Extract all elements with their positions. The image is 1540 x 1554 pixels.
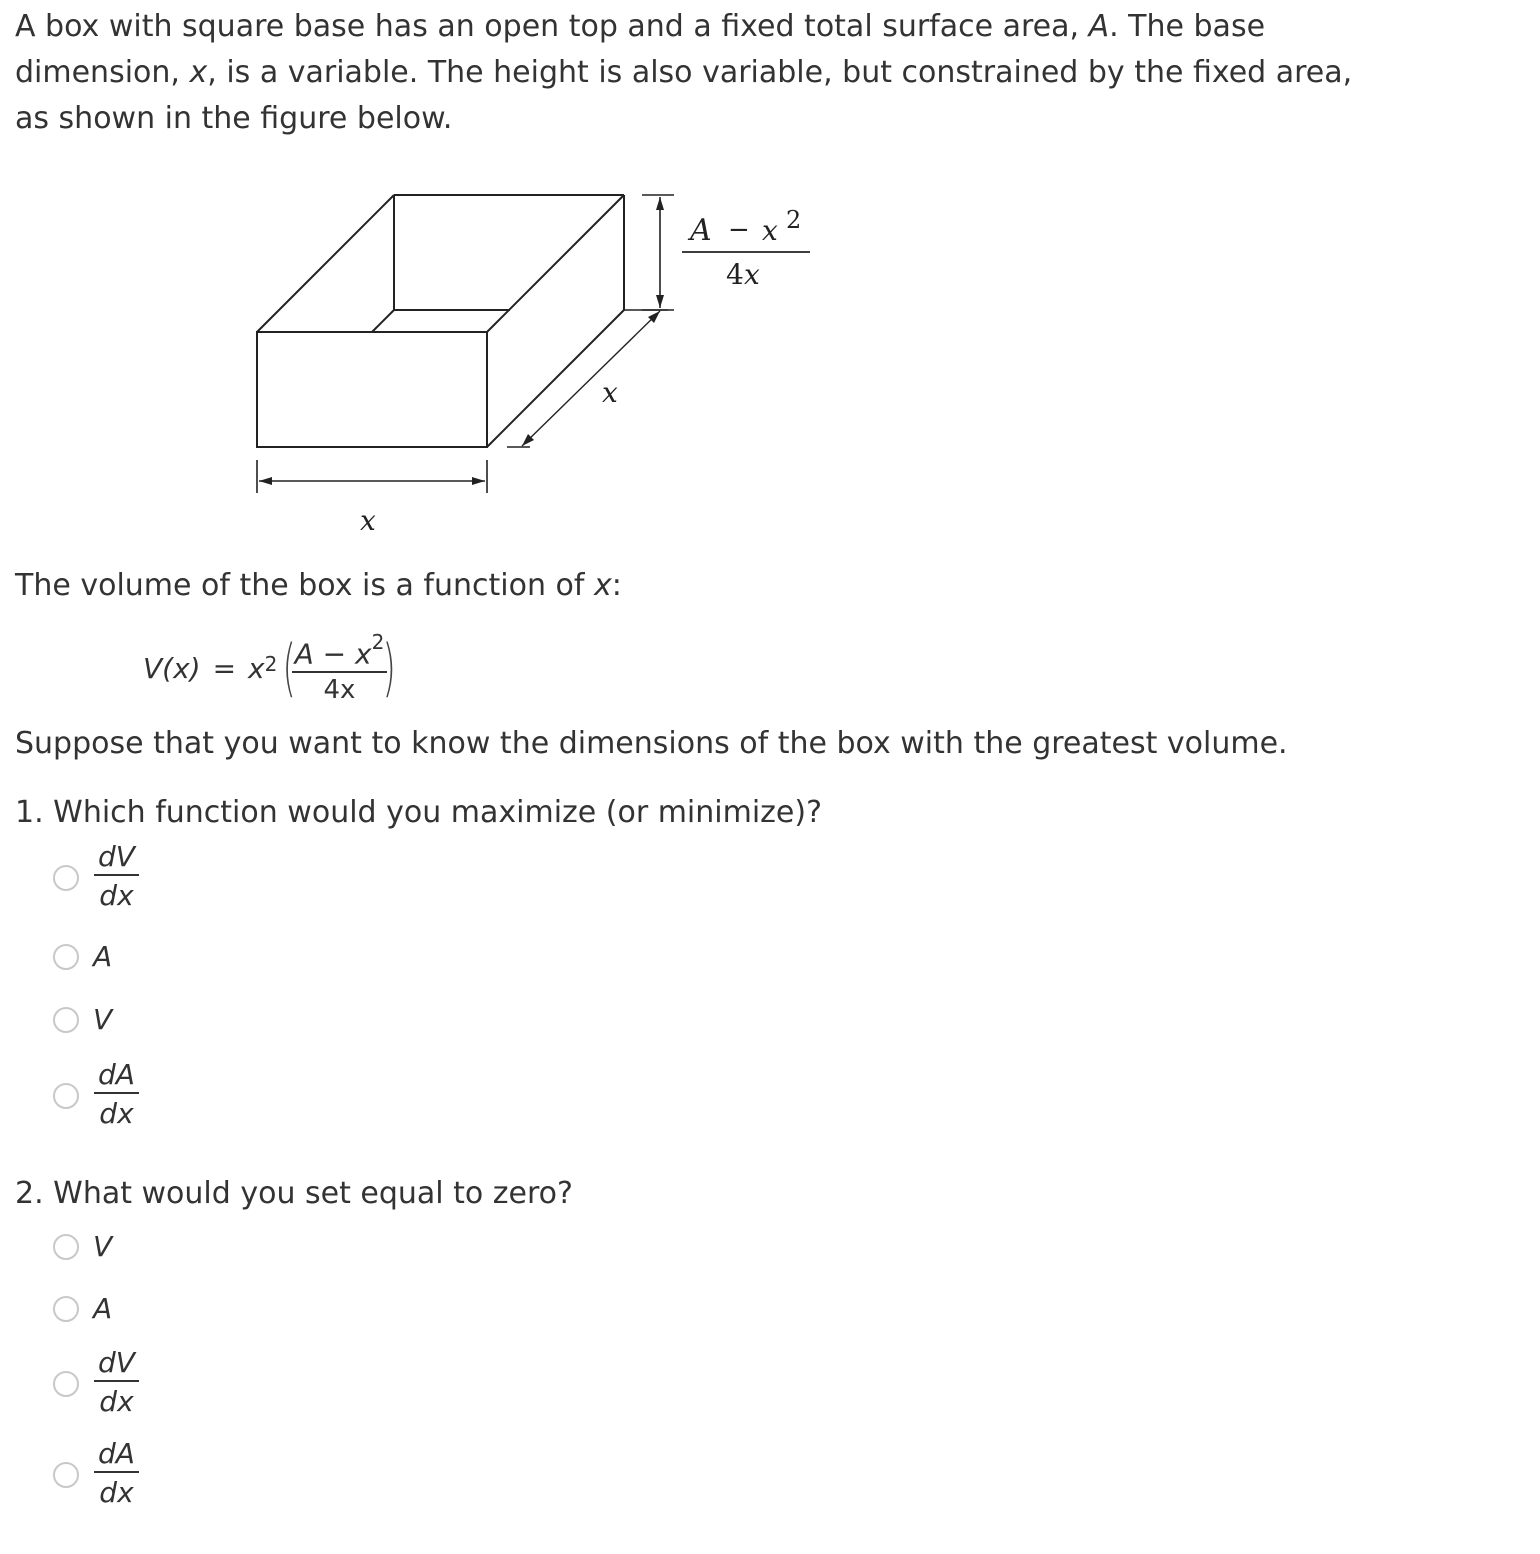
height-label-minus: − [728,215,750,245]
box-top-left-diagonal [257,195,394,332]
suppose-sentence: Suppose that you want to know the dimensions of the box with the greatest volume. [15,726,1288,761]
q2-option-v[interactable] [53,1230,112,1263]
intro-var-x: x [189,55,208,90]
q2-option-dv-dx[interactable] [53,1346,139,1422]
question-2-title: 2. What would you set equal to zero? [15,1176,573,1211]
depth-label-x: x [602,376,618,409]
volume-var-x: x [593,568,612,603]
height-label-exp: 2 [786,206,802,234]
q1-option-4-fraction [94,1058,139,1134]
q2-option-da-dx[interactable] [53,1437,139,1513]
depth-dimension [507,310,668,447]
q1-radio-4[interactable] [53,1083,79,1109]
formula-num-a: A [294,637,314,671]
q1-option-4-num: dA [94,1058,139,1094]
intro-text-2: . The base dimension, [15,9,1275,90]
q2-option-2-label: A [93,1292,113,1325]
q1-option-1-fraction [94,840,139,916]
formula-lhs: V(x) [143,651,201,685]
q2-radio-4[interactable] [53,1462,79,1488]
width-label-x: x [360,504,376,537]
q2-radio-1[interactable] [53,1234,79,1260]
q2-option-3-fraction [94,1346,139,1422]
q1-option-a[interactable] [53,940,112,973]
height-label-a: A [690,213,712,248]
height-label-x: x [762,214,778,247]
q2-option-a[interactable] [53,1292,112,1325]
q1-option-2-label: A [93,940,113,973]
formula-exp: 2 [264,652,278,676]
intro-var-a: A [1088,9,1110,44]
formula-numerator [292,629,388,673]
box-outline [257,195,624,447]
height-label-4: 4 [726,258,744,291]
box-front-face [257,332,487,447]
q1-option-3-label: V [93,1003,113,1036]
intro-text-1: A box with square base has an open top and a fixed total surface area, [15,9,1089,44]
box-inner-base-edge [372,310,394,332]
box-top-right-diagonal [487,195,624,332]
volume-sentence [15,566,622,606]
open-box-figure [230,180,830,540]
formula-num-exp: 2 [371,629,385,654]
volume-formula [143,628,402,708]
q1-radio-2[interactable] [53,944,79,970]
formula-x: x [248,651,265,685]
formula-right-paren: ) [382,631,397,704]
q2-option-4-fraction [94,1437,139,1513]
formula-left-paren: ( [282,631,297,704]
height-label [682,206,810,291]
q1-option-4-den: dx [99,1097,134,1130]
q1-option-dv-dx[interactable] [53,840,139,916]
q2-radio-2[interactable] [53,1296,79,1322]
formula-num-x: x [355,637,372,671]
q1-option-1-den: dx [99,879,134,912]
height-dimension [642,195,674,310]
q2-option-4-den: dx [99,1476,134,1509]
q2-option-3-den: dx [99,1385,134,1418]
q2-radio-3[interactable] [53,1371,79,1397]
volume-colon: : [611,568,622,603]
formula-equals: = [212,651,237,685]
width-dimension [257,460,487,493]
intro-text-3: , is a variable. The height is also variable, but constrained by the fixed area, as shown in the figure below. [15,55,1362,136]
problem-intro [15,4,1375,142]
q1-radio-1[interactable] [53,865,79,891]
question-1-title: 1. Which function would you maximize (or minimize)? [15,795,822,830]
q1-radio-3[interactable] [53,1007,79,1033]
q2-option-1-label: V [93,1230,113,1263]
q1-option-v[interactable] [53,1003,112,1036]
formula-denominator: 4x [323,675,356,706]
q2-option-3-num: dV [94,1346,139,1382]
height-label-den-x: x [744,258,760,291]
q1-option-1-num: dV [94,840,139,876]
q1-option-da-dx[interactable] [53,1058,139,1134]
volume-text: The volume of the box is a function of [15,568,594,603]
formula-num-minus: − [322,637,347,671]
formula-fraction [292,629,388,707]
q2-option-4-num: dA [94,1437,139,1473]
